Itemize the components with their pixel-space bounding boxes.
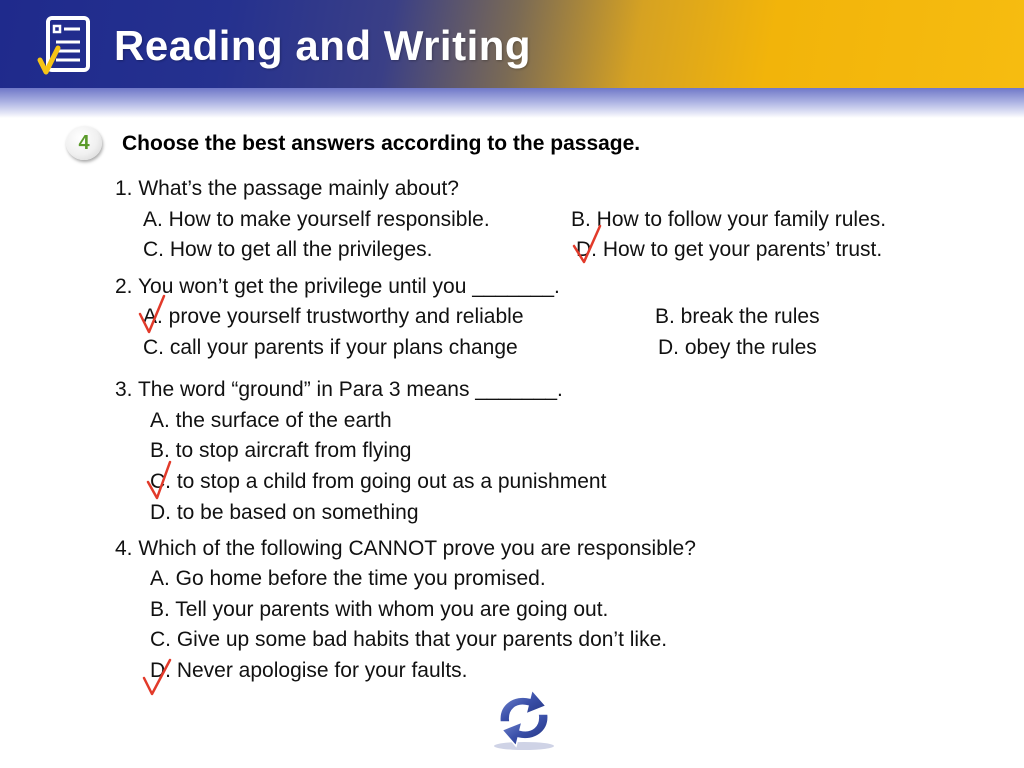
question-2-option-c: C. call your parents if your plans change	[143, 336, 518, 359]
document-check-icon	[36, 14, 96, 78]
question-2-option-d: D. obey the rules	[658, 336, 817, 359]
check-mark-icon	[136, 292, 170, 336]
question-4-stem: 4. Which of the following CANNOT prove you are responsible?	[115, 537, 696, 560]
question-2-stem: 2. You won’t get the privilege until you _______.	[115, 275, 560, 298]
header-banner	[0, 0, 1024, 120]
check-mark-icon	[570, 222, 604, 266]
question-1-stem: 1. What’s the passage mainly about?	[115, 177, 459, 200]
banner-stripe	[0, 88, 1024, 118]
question-3-option-b: B. to stop aircraft from flying	[150, 439, 412, 462]
question-2-option-a: A. prove yourself trustworthy and reliable	[143, 305, 524, 328]
question-4-option-b: B. Tell your parents with whom you are going out.	[150, 598, 609, 621]
refresh-arrows-icon[interactable]	[488, 686, 560, 752]
question-4-option-c: C. Give up some bad habits that your parents don’t like.	[150, 628, 668, 651]
question-3-option-a: A. the surface of the earth	[150, 409, 392, 432]
check-mark-icon	[144, 458, 178, 502]
question-4-option-d: D. Never apologise for your faults.	[150, 659, 468, 682]
question-1-option-d: D. How to get your parents’ trust.	[576, 238, 883, 261]
check-mark-icon	[140, 654, 174, 698]
question-3-option-c: C. to stop a child from going out as a punishment	[150, 470, 607, 493]
instruction-text: Choose the best answers according to the passage.	[122, 132, 641, 155]
section-number-badge: 4	[66, 126, 102, 160]
question-1-option-c: C. How to get all the privileges.	[143, 238, 433, 261]
question-4-option-a: A. Go home before the time you promised.	[150, 567, 546, 590]
question-3-option-d: D. to be based on something	[150, 501, 419, 524]
question-1-option-a: A. How to make yourself responsible.	[143, 208, 490, 231]
question-3-stem: 3. The word “ground” in Para 3 means _______.	[115, 378, 563, 401]
page-title: Reading and Writing	[114, 22, 532, 69]
question-1-option-b: B. How to follow your family rules.	[571, 208, 887, 231]
question-2-option-b: B. break the rules	[655, 305, 820, 328]
